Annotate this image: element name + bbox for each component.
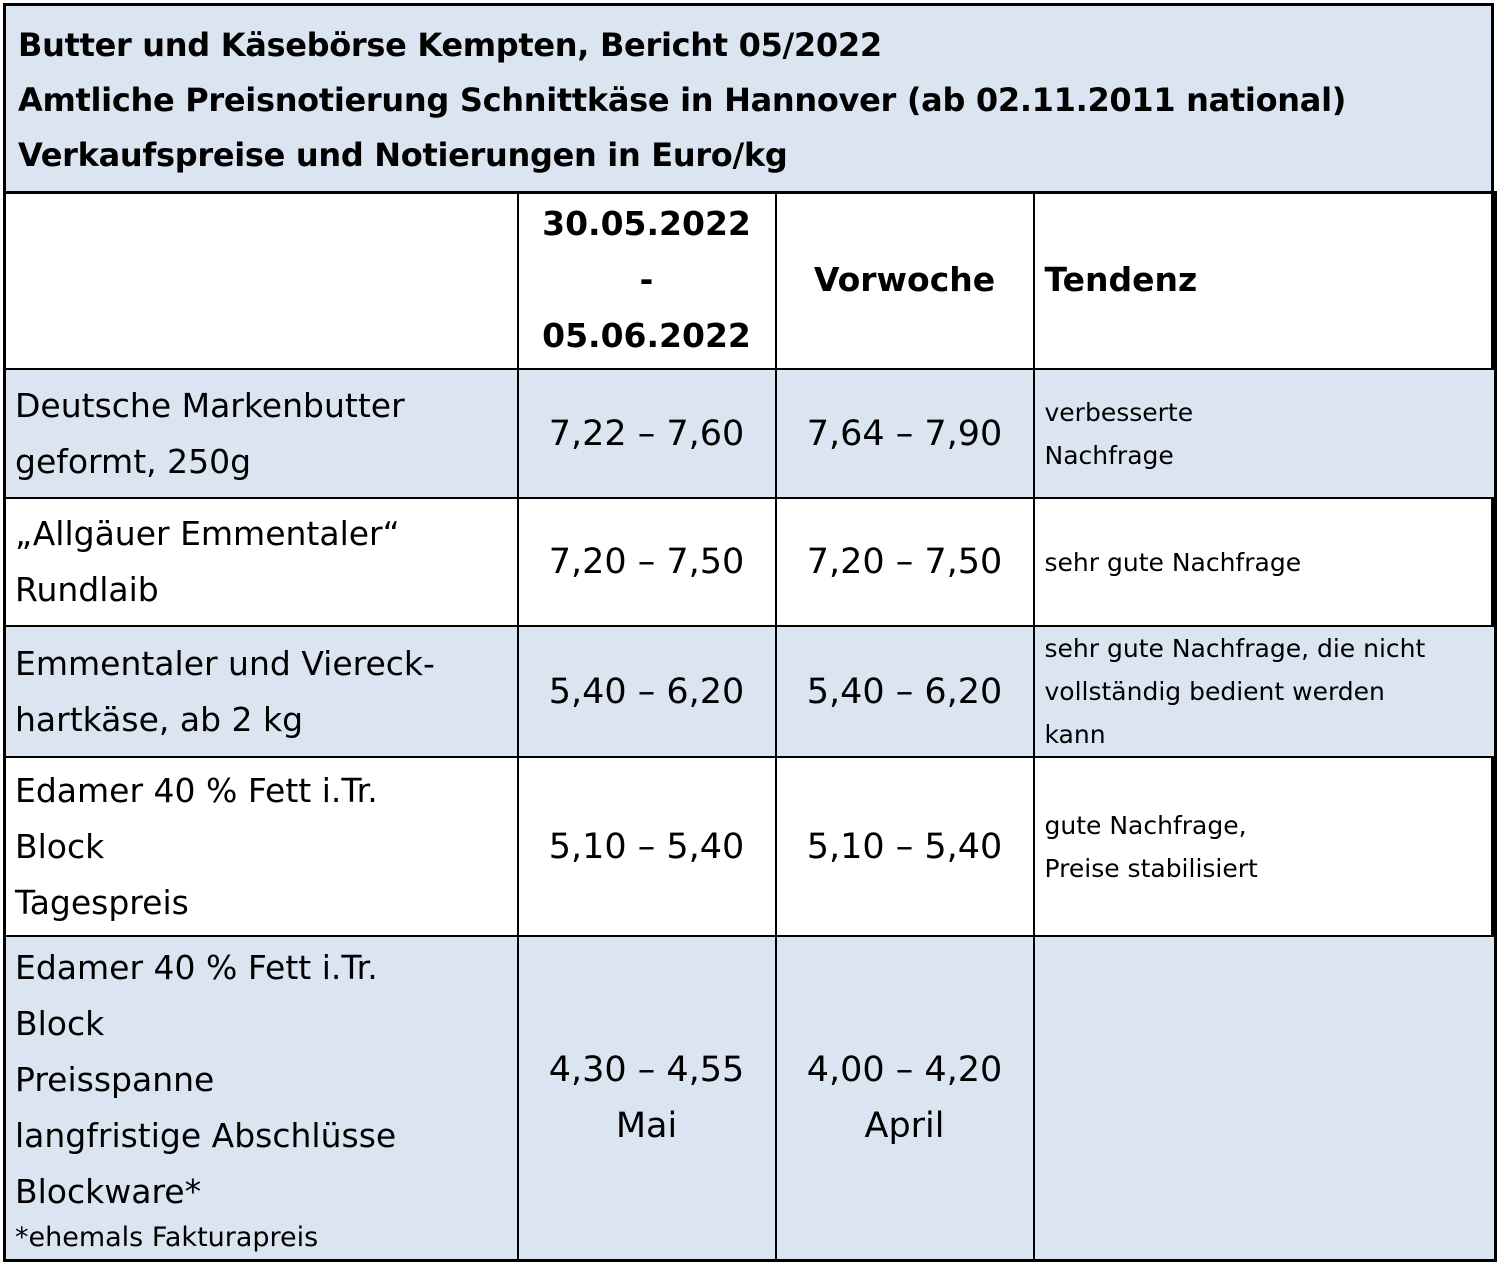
trend-cell — [1034, 936, 1496, 1260]
product-cell — [5, 369, 518, 498]
current-price-cell: 7,22 – 7,60 — [518, 369, 776, 498]
price-month: Mai — [615, 1105, 678, 1146]
trend-line: kann — [1044, 720, 1106, 749]
trend-line: gute Nachfrage, — [1044, 810, 1247, 840]
table-row — [5, 369, 1496, 498]
product-name-line: langfristige Abschlüsse — [15, 1115, 397, 1155]
previous-price-cell — [776, 936, 1034, 1260]
trend-cell — [1034, 626, 1496, 757]
trend-cell — [1034, 369, 1496, 498]
product-footnote: *ehemals Fakturapreis — [15, 1221, 319, 1253]
product-cell — [5, 626, 518, 757]
current-period-end: 05.06.2022 — [542, 315, 751, 355]
table-row — [5, 936, 1496, 1260]
report-header — [3, 3, 1494, 194]
current-period-dash: - — [639, 259, 654, 299]
current-price-cell: 5,40 – 6,20 — [518, 626, 776, 757]
column-header-row — [5, 191, 1496, 369]
trend-line: sehr gute Nachfrage, die nicht — [1044, 634, 1426, 663]
trend-line: Preise stabilisiert — [1044, 853, 1258, 883]
trend-cell — [1034, 757, 1496, 936]
product-name-line: Deutsche Markenbutter — [15, 385, 405, 425]
price-table — [3, 191, 1497, 1262]
table-row — [5, 498, 1496, 626]
trend-line: verbesserte — [1044, 397, 1194, 427]
price-month: April — [864, 1105, 945, 1146]
column-header-previous: Vorwoche — [776, 191, 1034, 369]
product-name-line: Edamer 40 % Fett i.Tr. — [15, 770, 378, 810]
table-row — [5, 626, 1496, 757]
product-name-line: Blockware* — [15, 1171, 202, 1211]
product-name-line: Block — [15, 826, 105, 866]
column-header-product — [5, 191, 518, 369]
price-range: 4,30 – 4,55 — [548, 1049, 745, 1090]
trend-line: Nachfrage — [1044, 440, 1174, 470]
product-name-line: Preisspanne — [15, 1059, 215, 1099]
current-price-cell: 7,20 – 7,50 — [518, 498, 776, 626]
product-name-line: Block — [15, 1003, 105, 1043]
product-name-line: Rundlaib — [15, 570, 159, 609]
column-header-current — [518, 191, 776, 369]
previous-price-cell: 7,64 – 7,90 — [776, 369, 1034, 498]
product-name-line: Tagespreis — [15, 882, 189, 922]
previous-price-cell: 7,20 – 7,50 — [776, 498, 1034, 626]
price-range: 4,00 – 4,20 — [806, 1049, 1003, 1090]
current-price-cell — [518, 936, 776, 1260]
product-cell — [5, 498, 518, 626]
report-title: Butter und Käsebörse Kempten, Bericht 05/2022 — [18, 26, 882, 64]
report-units: Verkaufspreise und Notierungen in Euro/kg — [18, 136, 788, 174]
previous-price-cell: 5,10 – 5,40 — [776, 757, 1034, 936]
trend-line: vollständig bedient werden — [1044, 677, 1385, 706]
product-cell — [5, 757, 518, 936]
product-name-line: hartkäse, ab 2 kg — [15, 699, 304, 739]
report-subtitle: Amtliche Preisnotierung Schnittkäse in Hannover (ab 02.11.2011 national) — [18, 81, 1347, 119]
product-name-line: Emmentaler und Viereck- — [15, 643, 435, 683]
product-name-line: geformt, 250g — [15, 441, 252, 481]
trend-cell — [1034, 498, 1496, 626]
trend-line: sehr gute Nachfrage — [1044, 547, 1302, 577]
product-name-line: Edamer 40 % Fett i.Tr. — [15, 947, 378, 987]
table-row — [5, 757, 1496, 936]
column-header-trend: Tendenz — [1034, 191, 1496, 369]
previous-price-cell: 5,40 – 6,20 — [776, 626, 1034, 757]
current-price-cell: 5,10 – 5,40 — [518, 757, 776, 936]
current-period-start: 30.05.2022 — [542, 203, 751, 243]
product-cell — [5, 936, 518, 1260]
product-name-line: „Allgäuer Emmentaler“ — [15, 514, 400, 553]
